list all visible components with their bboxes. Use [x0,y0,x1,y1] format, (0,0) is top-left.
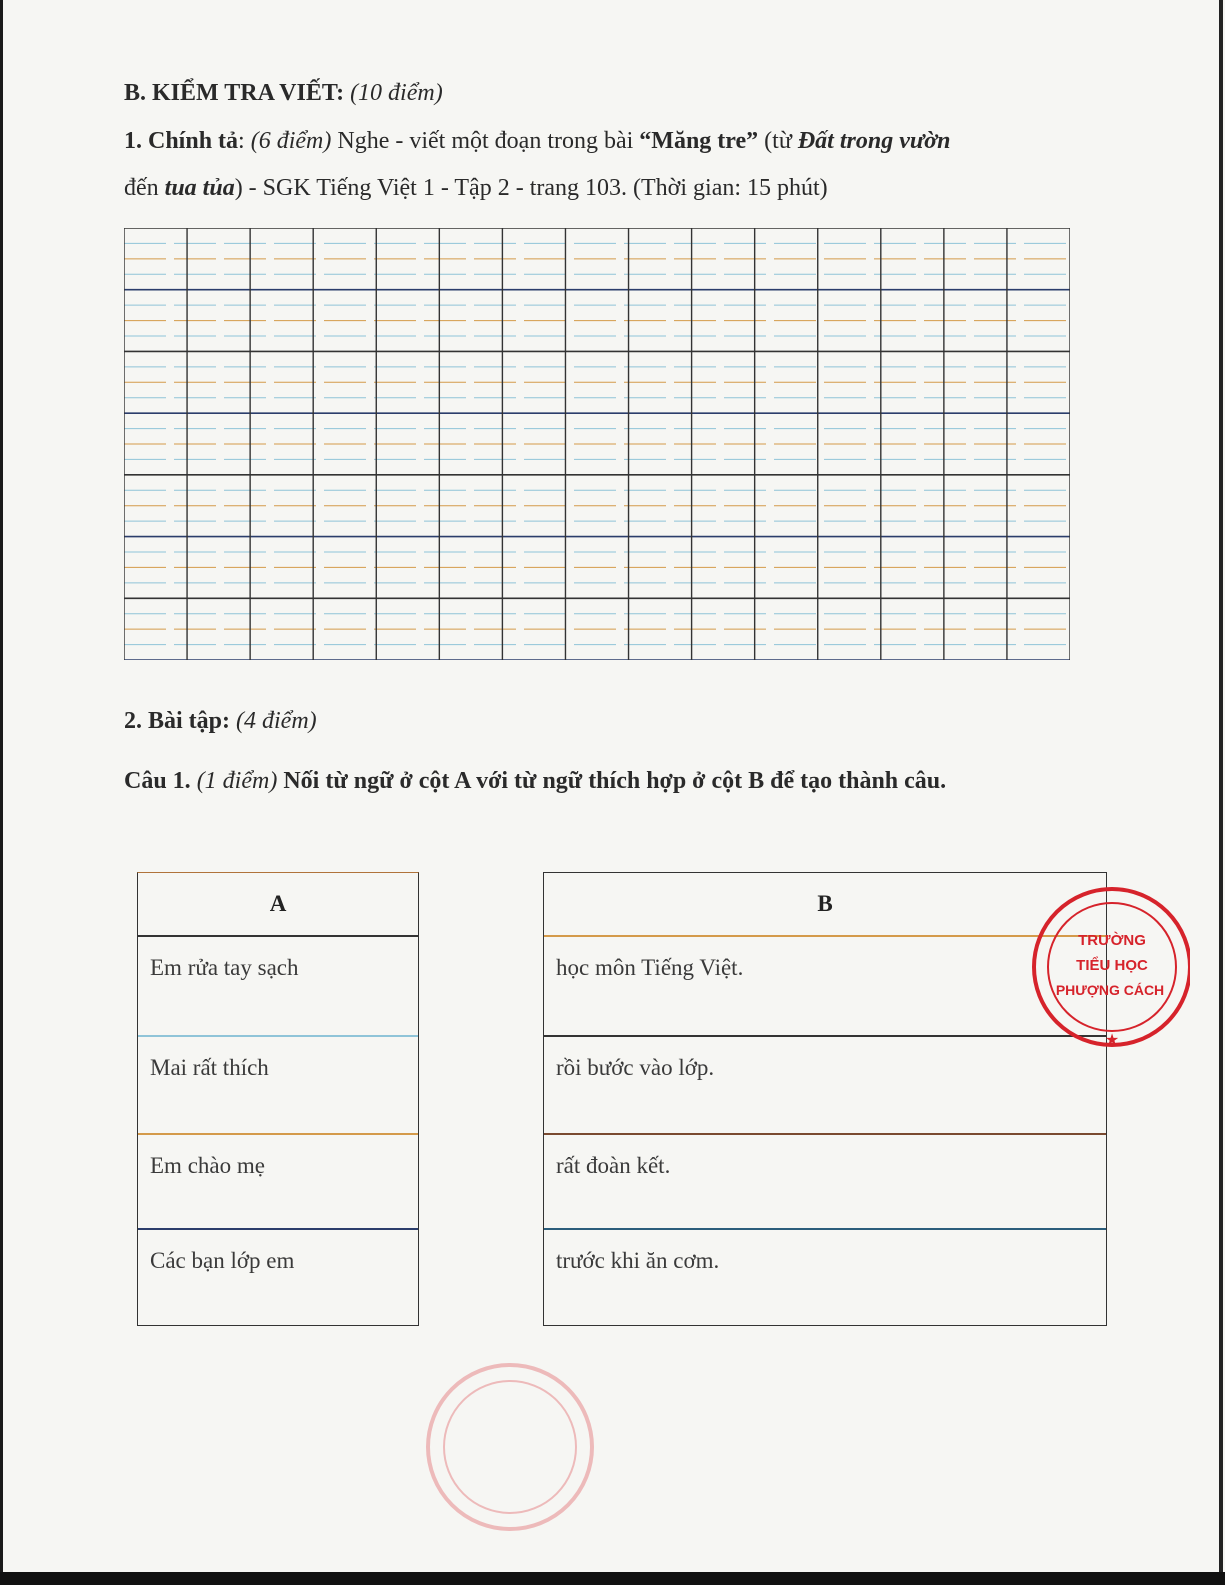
column-a-item[interactable]: Em rửa tay sạch [150,955,299,980]
scan-edge-left [0,0,3,1585]
dictation-colon: : [238,128,245,154]
line2-rest: ) - SGK Tiếng Việt 1 - Tập 2 - trang 103. (Thời gian: 15 phút) [234,175,828,201]
handwriting-grid[interactable] [124,228,1070,660]
section-b-points: (10 điểm) [350,80,443,106]
school-stamp-seal [1030,875,1190,1060]
column-b-item[interactable]: rồi bước vào lớp. [556,1055,715,1080]
dictation-line-2 [124,175,828,202]
paren-open: (từ [758,128,798,154]
question-1-label: Câu 1. [124,768,191,794]
stamp-star-icon: ★ [1104,1032,1120,1049]
lesson-title: “Măng tre” [639,128,759,154]
column-b-item[interactable]: học môn Tiếng Việt. [556,955,744,980]
stamp-line-3: PHƯỢNG CÁCH [1055,982,1165,998]
column-a-table [137,872,419,1326]
bleed-through-stamp [420,1355,600,1540]
section-b-heading [124,80,443,107]
scan-edge-right [1219,0,1223,1585]
dictation-label: 1. Chính tả [124,128,239,154]
row-divider [138,1228,418,1230]
row-divider [544,1228,1106,1230]
end-phrase: tua tủa [164,175,235,201]
dictation-line-1 [124,128,950,155]
column-b-header: B [817,891,833,916]
question-1-points: (1 điểm) [196,768,278,794]
row-divider [138,1035,418,1037]
scan-edge-bottom [0,1572,1225,1585]
dictation-text-before: Nghe - viết một đoạn trong bài [331,128,640,154]
column-b-table [543,872,1107,1326]
row-divider [138,1133,418,1135]
exercises-points: (4 điểm) [236,708,317,734]
column-b-item[interactable]: rất đoàn kết. [556,1153,671,1178]
column-a-header: A [269,891,287,916]
section-b-title: B. KIỂM TRA VIẾT: [124,80,345,106]
question-1 [124,768,946,795]
question-1-instruction: Nối từ ngữ ở cột A với từ ngữ thích hợp ở cột B để tạo thành câu. [283,768,947,794]
column-b-header-divider [544,935,1106,937]
start-phrase: Đất trong vườn [797,128,951,154]
row-divider [544,1133,1106,1135]
exercises-label: 2. Bài tập: [124,708,231,734]
line2-prefix: đến [124,175,165,201]
row-divider [544,1035,1106,1037]
dictation-points: (6 điểm) [250,128,332,154]
column-a-header-divider [138,935,418,937]
column-a-item[interactable]: Các bạn lớp em [150,1248,295,1273]
column-b-item[interactable]: trước khi ăn cơm. [556,1248,720,1273]
column-a-item[interactable]: Em chào mẹ [150,1153,265,1178]
column-a-item[interactable]: Mai rất thích [150,1055,269,1080]
exercises-heading [124,708,317,735]
stamp-line-2: TIỂU HỌC [1076,957,1148,974]
stamp-line-1: TRƯỜNG [1078,932,1146,949]
